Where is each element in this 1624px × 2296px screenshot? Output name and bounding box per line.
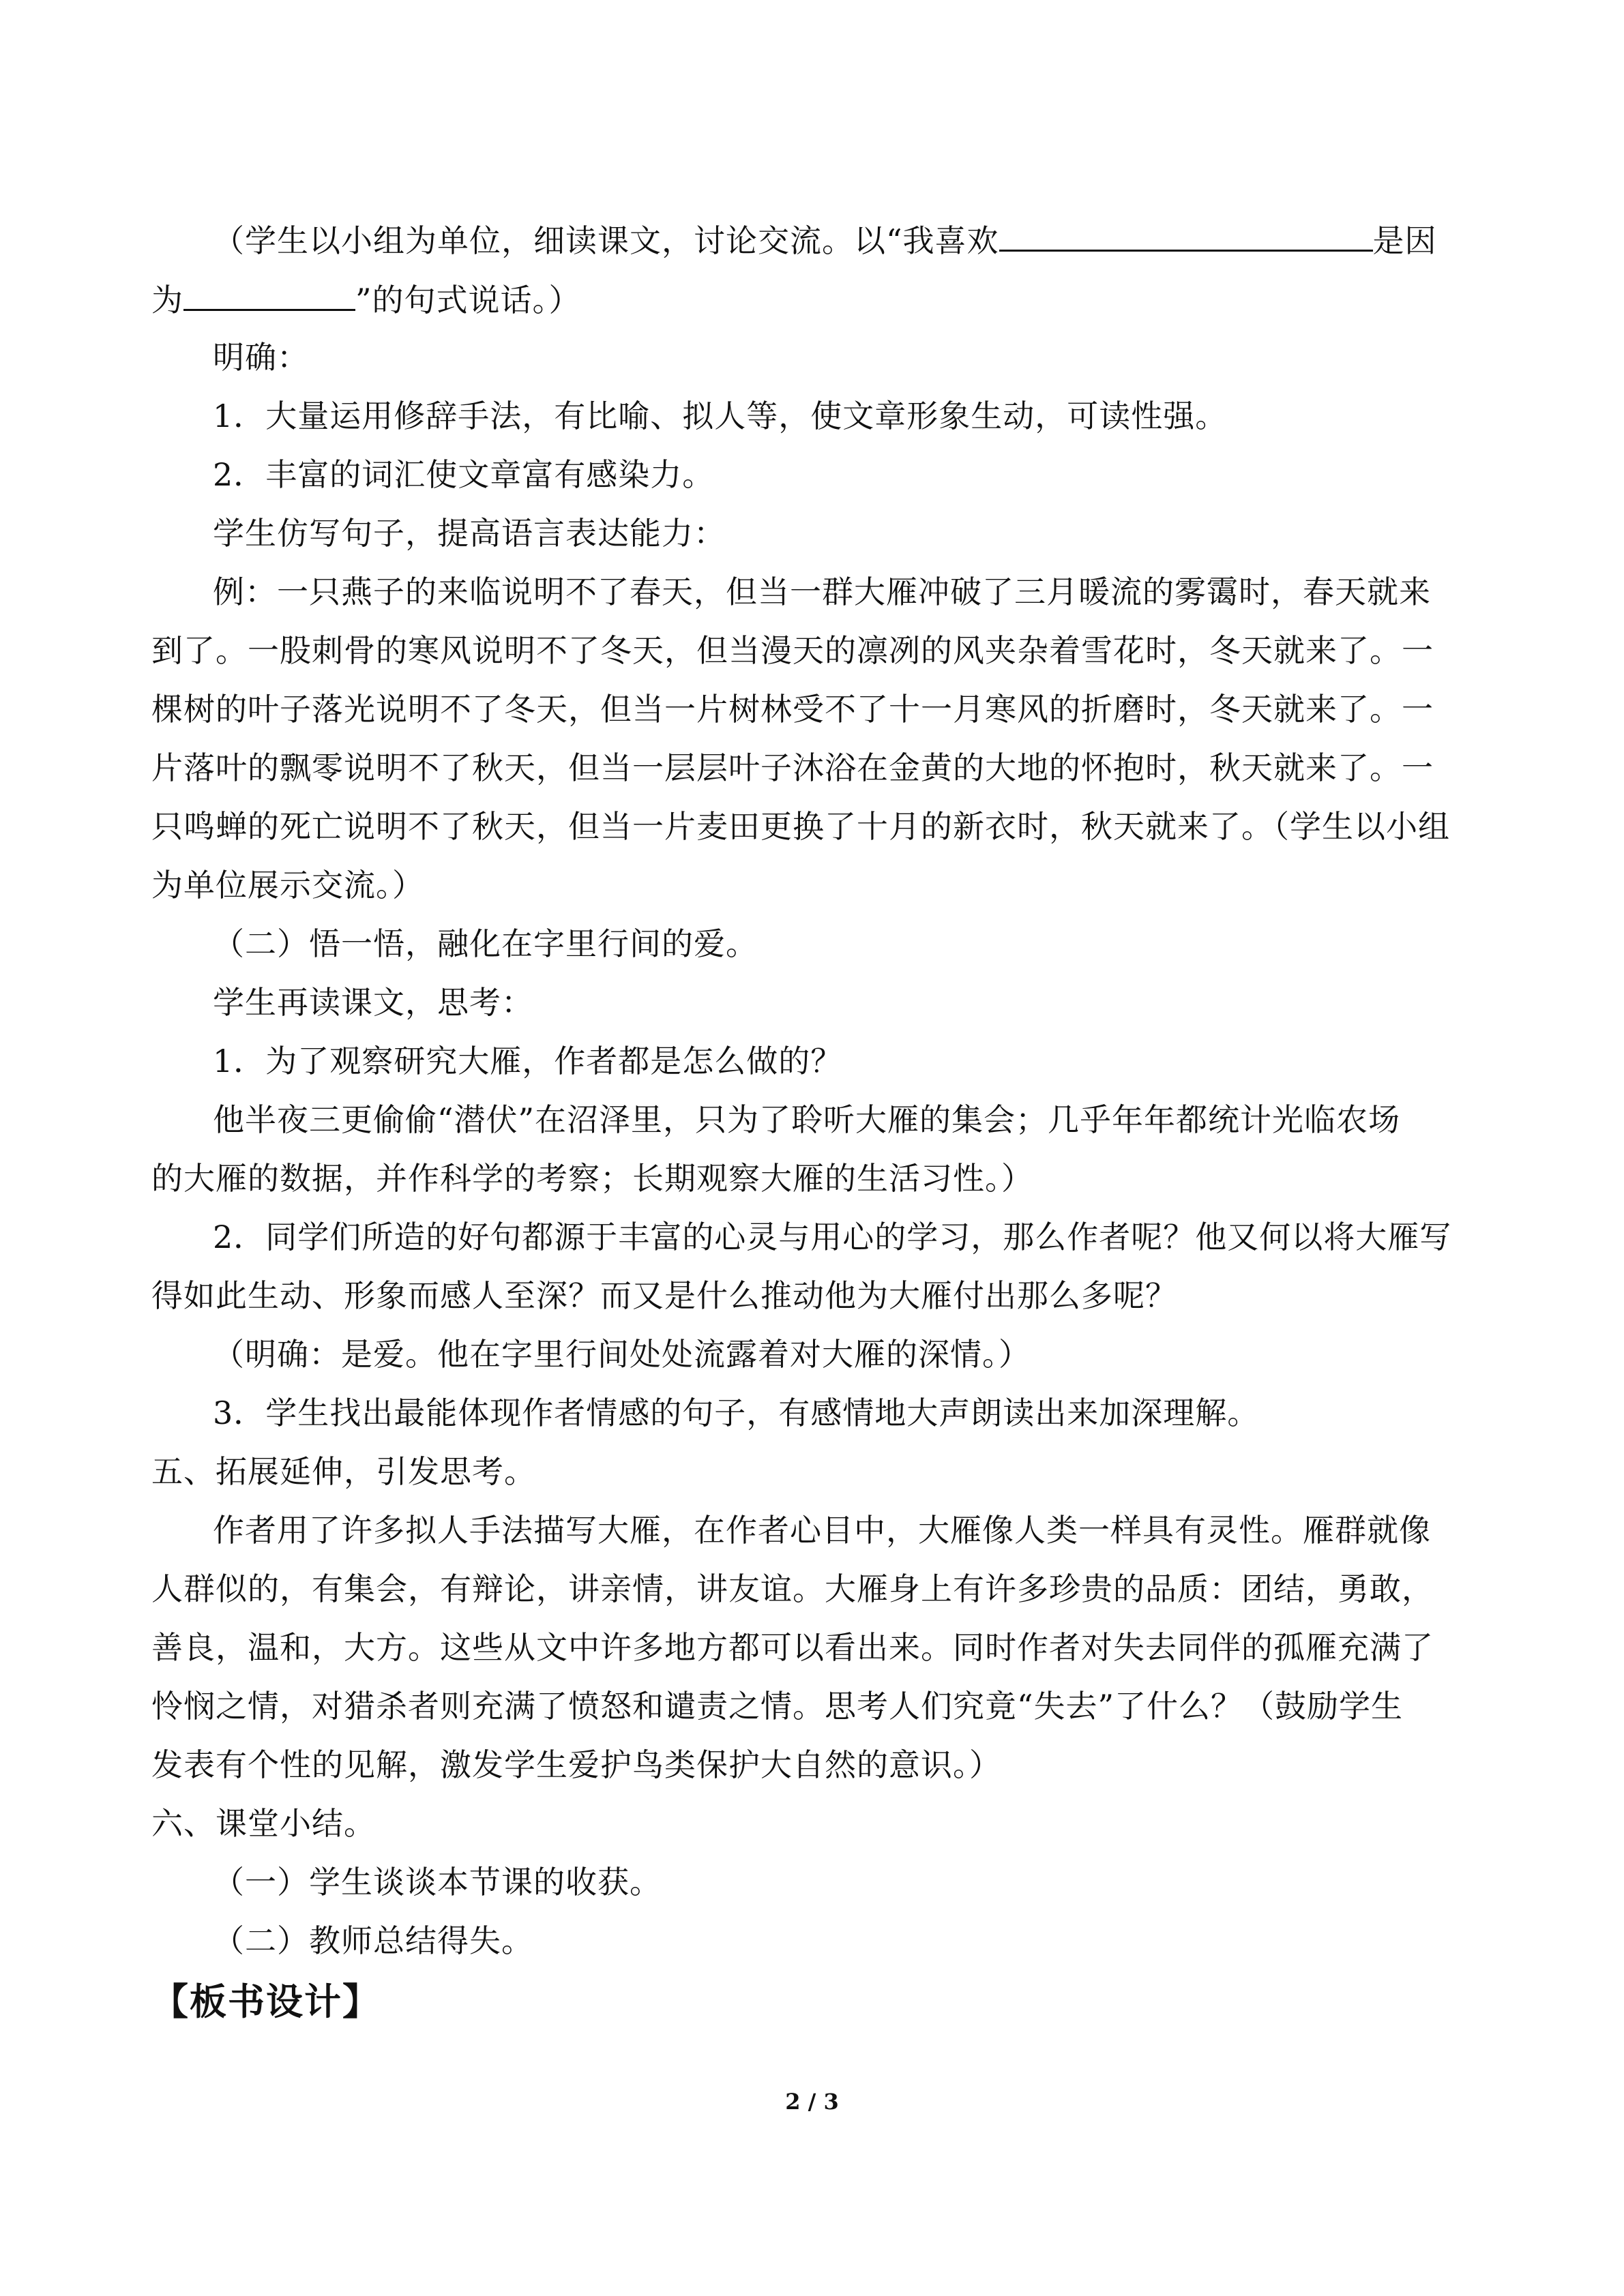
- paragraph-line: （二）教师总结得失。: [213, 1922, 533, 1959]
- subsection-heading: （二）悟一悟，融化在字里行间的爱。: [213, 925, 758, 962]
- fill-blank-long: [999, 220, 1373, 252]
- fill-blank-short: [183, 279, 355, 311]
- page-number: 2 / 3: [785, 2089, 839, 2115]
- intro-text-b: 是因: [1372, 222, 1437, 259]
- board-design-heading: 【板书设计】: [151, 1980, 381, 2023]
- paragraph-line: 1．为了观察研究大雁，作者都是怎么做的？: [213, 1043, 843, 1079]
- paragraph-line: （一）学生谈谈本节课的收获。: [213, 1864, 662, 1900]
- intro-line-1: [213, 220, 1624, 261]
- paragraph-line: 棵树的叶子落光说明不了冬天，但当一片树林受不了十一月寒风的折磨时，冬天就来了。一: [151, 691, 1434, 728]
- paragraph-line: 发表有个性的见解，激发学生爱护鸟类保护大自然的意识。）: [151, 1746, 1001, 1783]
- paragraph-line: 怜悯之情，对猎杀者则充满了愤怒和谴责之情。思考人们究竟“失去”了什么？（鼓励学生: [151, 1688, 1404, 1725]
- intro-line-2: [151, 279, 1624, 320]
- paragraph-line: 作者用了许多拟人手法描写大雁，在作者心目中，大雁像人类一样具有灵性。雁群就像: [213, 1512, 1431, 1549]
- section-heading-extension: 五、拓展延伸，引发思考。: [151, 1453, 536, 1490]
- intro-text-d: ”的句式说话。）: [355, 282, 581, 318]
- paragraph-line: 学生再读课文，思考：: [213, 984, 533, 1021]
- paragraph-line: 例：一只燕子的来临说明不了春天，但当一群大雁冲破了三月暖流的雾霭时，春天就来: [213, 573, 1431, 610]
- paragraph-line: 只鸣蝉的死亡说明不了秋天，但当一片麦田更换了十月的新衣时，秋天就来了。（学生以小组: [151, 808, 1450, 845]
- paragraph-line: 善良，温和，大方。这些从文中许多地方都可以看出来。同时作者对失去同伴的孤雁充满了: [151, 1629, 1434, 1666]
- paragraph-line: 到了。一股刺骨的寒风说明不了冬天，但当漫天的凛冽的风夹杂着雪花时，冬天就来了。一: [151, 632, 1434, 669]
- paragraph-line: 学生仿写句子，提高语言表达能力：: [213, 515, 726, 552]
- paragraph-line: 1．大量运用修辞手法，有比喻、拟人等，使文章形象生动，可读性强。: [213, 398, 1228, 434]
- paragraph-line: 2．同学们所造的好句都源于丰富的心灵与用心的学习，那么作者呢？他又何以将大雁写: [213, 1219, 1452, 1255]
- paragraph-line: （明确：是爱。他在字里行间处处流露着对大雁的深情。）: [213, 1336, 1031, 1373]
- paragraph-line: 2．丰富的词汇使文章富有感染力。: [213, 456, 715, 493]
- paragraph-line: 得如此生动、形象而感人至深？而又是什么推动他为大雁付出那么多呢？: [151, 1277, 1177, 1314]
- paragraph-line: 为单位展示交流。）: [151, 867, 424, 904]
- paragraph-line: 3．学生找出最能体现作者情感的句子，有感情地大声朗读出来加深理解。: [213, 1395, 1260, 1431]
- intro-text-c: 为: [151, 282, 183, 318]
- paragraph-line: 人群似的，有集会，有辩论，讲亲情，讲友谊。大雁身上有许多珍贵的品质：团结，勇敢，: [151, 1570, 1434, 1607]
- paragraph-line: 明确：: [213, 339, 309, 376]
- paragraph-line: 他半夜三更偷偷“潜伏”在沼泽里，只为了聆听大雁的集会；几乎年年都统计光临农场: [213, 1101, 1401, 1138]
- paragraph-line: 片落叶的飘零说明不了秋天，但当一层层叶子沐浴在金黄的大地的怀抱时，秋天就来了。一: [151, 749, 1434, 786]
- section-heading-summary: 六、课堂小结。: [151, 1805, 376, 1842]
- intro-text-a: （学生以小组为单位，细读课文，讨论交流。以“我喜欢: [213, 222, 999, 259]
- paragraph-line: 的大雁的数据，并作科学的考察；长期观察大雁的生活习性。）: [151, 1160, 1033, 1197]
